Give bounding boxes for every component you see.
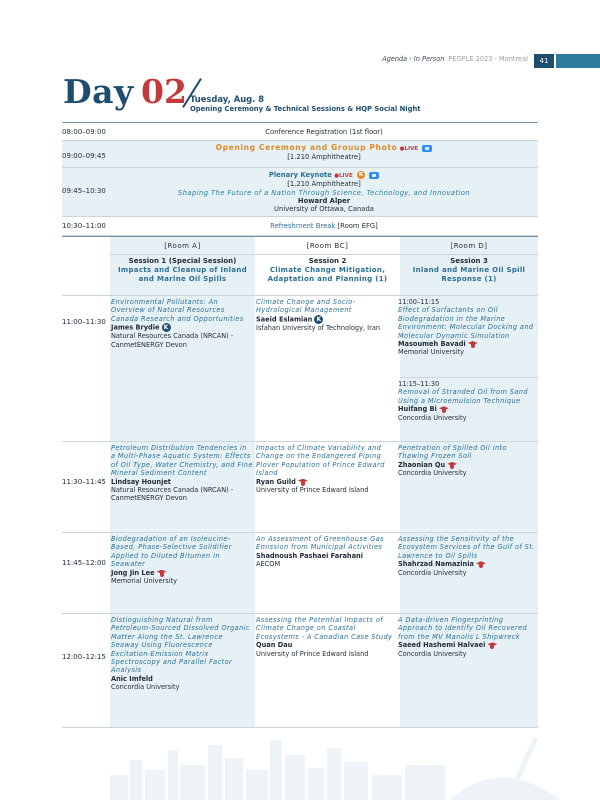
slot-row-1 xyxy=(62,296,538,442)
keynote-speaker: Howard Alper xyxy=(297,196,351,205)
schedule-row-opening xyxy=(62,141,538,168)
graduation-cap-icon xyxy=(487,641,497,649)
talk-speaker-line xyxy=(398,641,538,649)
talk-speaker-line xyxy=(111,569,253,577)
talk-cell xyxy=(256,444,398,494)
schedule-row-break xyxy=(62,217,538,236)
header-event: PEOPLE 2023 - Montreal xyxy=(448,55,528,63)
break-block xyxy=(110,222,538,230)
talk-speaker-line xyxy=(398,405,538,413)
keynote-title: Plenary Keynote xyxy=(268,171,332,179)
opening-block xyxy=(110,144,538,162)
talk-speaker: Anic Imfeld xyxy=(111,674,153,683)
talk-cell xyxy=(256,616,398,658)
time-label: 08:00–09:00 xyxy=(62,128,106,136)
talk-affiliation: Isfahan University of Technology, Iran xyxy=(256,323,381,332)
session-3-header xyxy=(400,242,538,284)
slot-row-2 xyxy=(62,442,538,533)
page-number: 41 xyxy=(534,54,554,68)
session-col-b xyxy=(255,237,400,295)
break-room: [Room EFG] xyxy=(337,222,378,230)
sub-time: 11:15–11:30 xyxy=(398,380,440,388)
time-label: 10:30–11:00 xyxy=(62,222,106,230)
talk-affiliation: Concordia University xyxy=(111,683,180,692)
keynote-badge-icon: K xyxy=(314,315,323,324)
session-name: Session 1 (Special Session) xyxy=(128,257,237,265)
talk-title: Biodegradation of an Isoleucine-Based, Phase-Selective Solidifier Applied to Diluted Bitumen in Seawater xyxy=(111,535,232,569)
keynote-affiliation: University of Ottawa, Canada xyxy=(274,205,374,214)
header-accent-bar xyxy=(556,54,600,68)
talk-title: Effect of Surfactants on Oil Biodegradation in the Marine Environment: Molecular Docking and Molecular Dynamic Simulation xyxy=(398,306,534,340)
talk-speaker: Jong Jin Lee xyxy=(111,568,155,577)
talk-speaker: Zhaonian Qu xyxy=(398,460,446,469)
talk-cell xyxy=(111,535,253,585)
session-title: Climate Change Mitigation, Adaptation and Planning (1) xyxy=(267,266,388,283)
session-name: Session 2 xyxy=(308,257,347,265)
talk-speaker: James Brydie xyxy=(111,323,160,332)
graduation-cap-icon xyxy=(298,478,308,486)
page-header xyxy=(0,54,600,68)
talk-speaker: Lindsay Hounjet xyxy=(111,477,171,486)
record-icon: R xyxy=(358,172,364,178)
talk-title: Petroleum Distribution Tendencies in a Multi-Phase Aquatic System: Effects of Oil Type, Water Chemistry, and Fine Mineral Sediment Content xyxy=(111,444,253,478)
talk-title: Assessing the Sensitivity of the Ecosystem Services of the Gulf of St. Lawrence to Oil Spills xyxy=(398,535,535,560)
talk-speaker-line xyxy=(256,478,398,486)
day-subtitle: Opening Ceremony & Technical Sessions & HQP Social Night xyxy=(190,105,421,113)
day-number: 02 xyxy=(141,72,187,111)
time-label: 11:45–12:00 xyxy=(62,559,106,567)
schedule-row-keynote xyxy=(62,168,538,217)
talk-cell xyxy=(398,380,538,422)
graduation-cap-icon xyxy=(468,340,478,348)
session-title: Inland and Marine Oil Spill Response (1) xyxy=(412,266,526,283)
talk-speaker-line xyxy=(256,315,398,324)
city-skyline-illustration xyxy=(0,720,600,800)
talk-speaker: Saeed Hashemi Halvaei xyxy=(398,641,486,650)
day-label: Day xyxy=(63,72,134,111)
time-label: 11:30–11:45 xyxy=(62,478,106,486)
session-1-header xyxy=(110,242,255,284)
talk-speaker-line xyxy=(398,560,538,568)
header-text xyxy=(382,55,528,63)
session-col-a xyxy=(110,237,255,295)
graduation-cap-icon xyxy=(447,461,457,469)
room-label: [Room BC] xyxy=(306,242,349,250)
talk-cell xyxy=(111,444,253,503)
time-label: 09:00–09:45 xyxy=(62,152,106,160)
time-label: 11:00–11:30 xyxy=(62,318,106,326)
zoom-icon[interactable] xyxy=(369,172,379,179)
talk-speaker-line xyxy=(398,461,538,469)
slot-row-4 xyxy=(62,614,538,728)
session-name: Session 3 xyxy=(450,257,488,265)
talk-affiliation: University of Prince Edward Island xyxy=(256,649,369,658)
room-label: [Room D] xyxy=(450,242,488,250)
keynote-badge-icon: K xyxy=(162,323,171,332)
talk-affiliation: Memorial University xyxy=(398,348,464,357)
talk-title: A Data-driven Fingerprinting Approach to Identify Oil Recovered from the MV Manolis L Shipwreck xyxy=(398,616,528,641)
opening-title: Opening Ceremony and Grouup Photo xyxy=(215,143,398,152)
talk-title: Removal of Stranded Oil from Sand Using a Microemulsion Technique xyxy=(398,388,528,405)
session-title: Impacts and Cleanup of Inland and Marine Oil Spills xyxy=(117,266,247,283)
talk-cell xyxy=(398,616,538,658)
registration-text: Conference Registration (1st floor) xyxy=(265,128,383,136)
graduation-cap-icon xyxy=(157,569,167,577)
talk-affiliation: AECOM xyxy=(256,560,281,569)
talk-affiliation: Concordia University xyxy=(398,469,467,478)
graduation-cap-icon xyxy=(476,560,486,568)
talk-affiliation: Memorial University xyxy=(111,577,177,586)
day-date: Tuesday, Aug. 8 xyxy=(190,94,265,104)
talk-affiliation: Concordia University xyxy=(398,568,467,577)
talk-affiliation: Concordia University xyxy=(398,649,467,658)
talk-speaker: Shadnoush Pashaei Farahani xyxy=(256,551,364,560)
talk-cell xyxy=(398,444,538,478)
talk-title: An Assessment of Greenhouse Gas Emission from Municipal Activities xyxy=(256,535,384,552)
talk-title: Penetration of Spilled Oil into Thawing Frozen Soil xyxy=(398,444,507,461)
talk-title: Environmental Pollutants: An Overview of Natural Resources Canada Research and Opportunities xyxy=(111,298,244,323)
session-col-c xyxy=(400,237,538,295)
talk-title: Climate Change and Socio-Hydrological Management xyxy=(256,298,356,315)
keynote-venue: [1.210 Amphitheatre] xyxy=(287,180,361,189)
talk-affiliation: University of Prince Edward Island xyxy=(256,486,369,495)
talk-cell xyxy=(111,616,253,692)
talk-cell xyxy=(256,535,398,569)
session-header-row xyxy=(62,236,538,296)
schedule-row-registration xyxy=(62,122,538,141)
talk-affiliation: Natural Resources Canada (NRCAN) - CanmetENERGY Devon xyxy=(111,486,234,503)
room-label: [Room A] xyxy=(164,242,201,250)
slot-row-3 xyxy=(62,533,538,614)
sub-time: 11:00–11:15 xyxy=(398,298,440,306)
header-agenda: Agenda - In Person xyxy=(382,55,445,63)
talk-speaker: Masoumeh Bavadi xyxy=(398,340,466,349)
keynote-theme: Shaping The Future of a Nation Through Science, Technology, and Innovation xyxy=(178,188,470,197)
talk-speaker: Quan Dau xyxy=(256,641,293,650)
talk-cell xyxy=(398,298,538,357)
talk-speaker: Shahrzad Namazinia xyxy=(398,560,474,569)
talk-cell xyxy=(398,535,538,577)
talk-affiliation: Natural Resources Canada (NRCAN) - CanmetENERGY Devon xyxy=(111,332,234,349)
talk-affiliation: Concordia University xyxy=(398,413,467,422)
talk-speaker: Ryan Guild xyxy=(256,477,296,486)
keynote-block xyxy=(110,171,538,213)
talk-cell xyxy=(256,298,398,332)
session-2-header xyxy=(255,242,400,284)
talk-title: Assessing the Potential Impacts of Climate Change on Coastal Ecosystems - A Canadian Case Study xyxy=(256,616,393,641)
talk-speaker-line xyxy=(398,340,538,348)
live-badge: ●LIVE xyxy=(399,146,419,152)
talk-speaker: Huifang Bi xyxy=(398,405,437,414)
day-title xyxy=(63,72,543,116)
zoom-icon[interactable] xyxy=(422,145,432,152)
sub-separator xyxy=(400,377,538,378)
time-label: 12:00–12:15 xyxy=(62,653,106,661)
opening-venue: [1.210 Amphitheatre] xyxy=(287,153,361,162)
talk-speaker-line xyxy=(111,323,253,332)
talk-title: Impacts of Climate Variability and Change on the Endangered Piping Plover Population of Prince Edward Island xyxy=(256,444,385,478)
talk-speaker: Saeid Eslamian xyxy=(256,315,313,324)
talk-cell xyxy=(111,298,253,349)
talk-title: Distinguishing Natural from Petroleum-Sourced Dissolved Organic Matter Along the St. Lawrence Seaway Using Fluorescence Excitation-Emission Matrix Spectroscopy and Parallel Factor Analysis xyxy=(111,616,250,675)
live-badge: ●LIVE xyxy=(334,173,353,179)
graduation-cap-icon xyxy=(439,405,449,413)
break-text: Refreshment Break xyxy=(270,222,336,230)
time-label: 09:45–10:30 xyxy=(62,187,106,195)
